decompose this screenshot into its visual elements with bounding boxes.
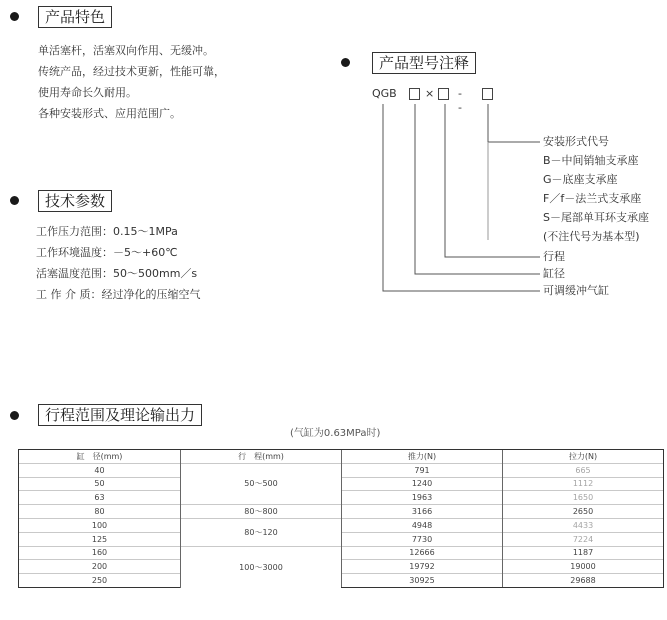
force-table	[18, 449, 664, 588]
pull-cell: 19000	[503, 560, 664, 574]
table-row	[19, 477, 664, 491]
features-line: 使用寿命长久耐用。	[38, 86, 137, 99]
features-heading: 产品特色	[38, 6, 112, 28]
table-row	[19, 574, 664, 588]
stroke-cell: 80～120	[181, 518, 342, 546]
pull-cell: 1650	[503, 491, 664, 505]
col-push: 推力(N)	[342, 450, 503, 464]
table-row	[19, 491, 664, 505]
pull-cell: 1112	[503, 477, 664, 491]
force-heading: 行程范围及理论输出力	[38, 404, 202, 426]
features-line: 传统产品，经过技术更新，性能可靠，	[38, 65, 225, 78]
push-cell: 1963	[342, 491, 503, 505]
pull-cell: 4433	[503, 518, 664, 532]
stroke-cell: 80～800	[181, 505, 342, 519]
bore-cell: 63	[19, 491, 181, 505]
stroke-label: 行程	[543, 250, 565, 263]
bore-cell: 80	[19, 505, 181, 519]
specs-line: 活塞温度范围：50～500mm／s	[36, 267, 198, 280]
table-header-row	[19, 450, 664, 464]
features-line: 各种安装形式、应用范围广。	[38, 107, 181, 120]
push-cell: 1240	[342, 477, 503, 491]
mount-option: F／f－法兰式支承座	[543, 192, 642, 205]
model-dash: --	[458, 87, 462, 114]
features-line: 单活塞杆，活塞双向作用、无缓冲。	[38, 44, 214, 57]
table-row	[19, 518, 664, 532]
push-cell: 4948	[342, 518, 503, 532]
col-bore: 缸 径(mm)	[19, 450, 181, 464]
table-row	[19, 546, 664, 560]
table-row	[19, 560, 664, 574]
force-bullet	[10, 411, 19, 420]
bore-cell: 200	[19, 560, 181, 574]
specs-heading: 技术参数	[38, 190, 112, 212]
stroke-cell: 50～500	[181, 463, 342, 504]
mount-option: G－底座支承座	[543, 173, 618, 186]
mount-option: S－尾部单耳环支承座	[543, 211, 649, 224]
pull-cell: 7224	[503, 532, 664, 546]
pull-cell: 29688	[503, 574, 664, 588]
model-heading: 产品型号注释	[372, 52, 476, 74]
model-prefix: QGB	[372, 87, 397, 100]
specs-line: 工 作 介 质：经过净化的压缩空气	[36, 288, 201, 301]
push-cell: 30925	[342, 574, 503, 588]
col-stroke: 行 程(mm)	[181, 450, 342, 464]
push-cell: 19792	[342, 560, 503, 574]
table-row	[19, 463, 664, 477]
bore-label: 缸径	[543, 267, 565, 280]
push-cell: 12666	[342, 546, 503, 560]
stroke-cell: 100～3000	[181, 546, 342, 587]
push-cell: 791	[342, 463, 503, 477]
bore-cell: 50	[19, 477, 181, 491]
bore-cell: 160	[19, 546, 181, 560]
mount-option: B－中间销轴支承座	[543, 154, 639, 167]
mount-title: 安装形式代号	[543, 135, 609, 148]
model-times: ×	[425, 87, 435, 100]
push-cell: 3166	[342, 505, 503, 519]
pull-cell: 665	[503, 463, 664, 477]
product-label: 可调缓冲气缸	[543, 284, 609, 297]
push-cell: 7730	[342, 532, 503, 546]
specs-line: 工作压力范围：0.15～1MPa	[36, 225, 178, 238]
mount-option: (不注代号为基本型)	[543, 230, 640, 243]
bore-cell: 40	[19, 463, 181, 477]
bore-cell: 250	[19, 574, 181, 588]
pull-cell: 2650	[503, 505, 664, 519]
specs-line: 工作环境温度：－5～+60℃	[36, 246, 178, 259]
bore-cell: 100	[19, 518, 181, 532]
table-row	[19, 532, 664, 546]
col-pull: 拉力(N)	[503, 450, 664, 464]
force-note: (气缸为0.63MPa时)	[290, 428, 381, 439]
table-row	[19, 505, 664, 519]
pull-cell: 1187	[503, 546, 664, 560]
bore-cell: 125	[19, 532, 181, 546]
